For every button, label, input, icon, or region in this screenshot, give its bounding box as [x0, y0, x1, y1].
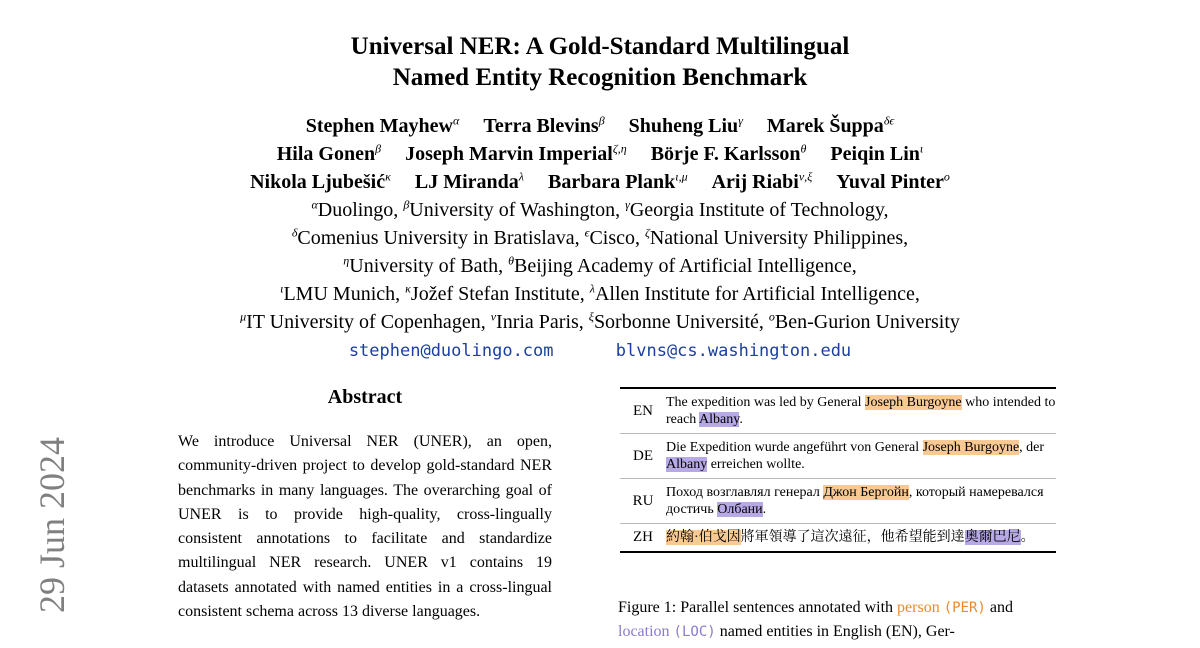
affiliation-marker: δ [291, 225, 298, 240]
affiliation-line-3 [0, 252, 1200, 280]
table-row [620, 479, 1056, 524]
affiliation-marker: α [311, 197, 318, 212]
language-code: EN [633, 402, 653, 419]
affiliation-line-1 [0, 196, 1200, 224]
affiliation-marker: δϵ [883, 113, 895, 128]
annotated-sentence [666, 388, 1056, 434]
location-entity: Albany [666, 457, 708, 472]
author-row-2 [0, 140, 1200, 168]
email-link-2[interactable]: blvns@cs.washington.edu [615, 341, 852, 361]
author-name: Yuval Pinter$^o$ [836, 169, 950, 193]
affiliation-name: Beijing Academy of Artificial Intelligence, [514, 255, 857, 277]
person-entity: Joseph Burgoyne [922, 440, 1020, 455]
affiliation-marker: β [375, 141, 382, 156]
affiliation-marker: θ [800, 141, 807, 156]
caption-prefix: Figure 1: Parallel sentences annotated with [618, 599, 898, 616]
email-link-1[interactable]: stephen@duolingo.com [348, 341, 554, 361]
author-name: Stephen Mayhew$^\alpha$ [305, 113, 460, 137]
affiliation-marker: κ [405, 281, 411, 296]
location-entity: Олбани [717, 502, 763, 517]
contact-emails [0, 339, 1200, 363]
affiliation-marker: ξ [588, 309, 594, 324]
author-name: Börje F. Karlsson$^\theta$ [650, 141, 807, 165]
sentence-text: Die Expedition wurde angeführt von General [666, 440, 923, 455]
caption-person-tag: (PER) [943, 600, 986, 616]
affiliation-marker: ν [490, 309, 497, 324]
author-name: Arij Riabi$^{\nu,\xi}$ [711, 169, 813, 193]
caption-location-word: location [618, 623, 670, 640]
affiliation-marker: γ [625, 197, 630, 212]
person-entity: Joseph Burgoyne [865, 395, 962, 410]
affiliation-name: Sorbonne Université, [593, 311, 769, 333]
author-name: LJ Miranda$^\lambda$ [414, 169, 524, 193]
sentence-text: erreichen wollte. [707, 457, 805, 472]
affiliation-marker: ζ,η [612, 141, 627, 156]
sentence-text: who intended to reach [666, 395, 1056, 427]
parallel-sentences-table [620, 387, 1056, 553]
affiliation-name: Ben-Gurion University [774, 311, 960, 333]
affiliation-marker: λ [518, 169, 524, 184]
abstract-body: We introduce Universal NER (UNER), an open, community-driven project to develop gold-standard NER benchmarks in many languages. The overarching goal of UNER is to provide high-quality, cross-lingually consistent annotations to facilitate and standardize multilingual NER research. UNER v1 contains 19 datasets annotated with named entities in a cross-lingual consistent schema across 13 diverse languages. [178, 433, 552, 621]
affiliation-marker: ζ [645, 225, 650, 240]
table-row [620, 434, 1056, 479]
affiliation-marker: ν,ξ [798, 169, 813, 184]
caption-suffix: named entities in English (EN), Ger- [715, 623, 955, 640]
language-code: RU [632, 492, 654, 509]
paper-title-line-2: Named Entity Recognition Benchmark [392, 64, 808, 91]
affiliation-name: Inria Paris, [496, 311, 589, 333]
affiliation-marker: ι,μ [675, 169, 688, 184]
affiliation-marker: β [598, 113, 605, 128]
language-code: DE [633, 447, 653, 464]
caption-mid: and [985, 599, 1013, 616]
affiliation-marker: ϵ [584, 225, 590, 240]
author-name: Peiqin Lin$^\iota$ [830, 141, 924, 165]
sentence-text: Поход возглавлял генерал [666, 485, 824, 500]
affiliation-name: IT University of Copenhagen, [246, 311, 491, 333]
affiliation-marker: o [768, 309, 775, 324]
affiliation-name: National University Philippines, [649, 227, 909, 249]
author-name: Terra Blevins$^\beta$ [483, 113, 605, 137]
person-entity: Джон Бергойн [823, 485, 909, 500]
affiliation-name: Comenius University in Bratislava, [297, 227, 585, 249]
affiliation-marker: η [343, 253, 350, 268]
author-row-1 [0, 112, 1200, 140]
caption-person-word: person [897, 599, 940, 616]
annotated-sentence [666, 479, 1056, 524]
author-row-3 [0, 168, 1200, 196]
affiliation-marker: λ [589, 281, 595, 296]
sentence-text: , der [1019, 440, 1045, 455]
caption-location-tag: (LOC) [673, 624, 716, 640]
abstract-heading: Abstract [327, 386, 403, 408]
location-entity: Albany [699, 412, 740, 427]
affiliation-marker: γ [738, 113, 743, 128]
affiliation-name: Allen Institute for Artificial Intelligence, [594, 283, 920, 305]
affiliation-name: Duolingo, [317, 199, 404, 221]
author-name: Marek Šuppa$^{\delta\epsilon}$ [766, 113, 895, 137]
sentence-text: The expedition was led by General [666, 395, 866, 410]
affiliation-marker: ι [919, 141, 924, 156]
sentence-text: . [739, 412, 743, 427]
author-name: Shuheng Liu$^\gamma$ [628, 113, 743, 137]
affiliation-name: LMU Munich, [283, 283, 406, 305]
location-entity: 奧爾巴尼 [964, 530, 1021, 545]
affiliation-name: University of Washington, [409, 199, 626, 221]
annotated-sentence [666, 524, 1056, 553]
date-stamp-text: 29 Jun 2024 [32, 436, 72, 614]
table-row [620, 388, 1056, 434]
affiliation-marker: ι [280, 281, 284, 296]
figure-caption [618, 596, 1062, 644]
affiliation-marker: κ [385, 169, 391, 184]
language-code: ZH [633, 529, 653, 545]
affiliation-name: Jožef Stefan Institute, [410, 283, 590, 305]
arxiv-date-stamp [28, 425, 76, 625]
sentence-text: . [762, 502, 767, 517]
author-name: Nikola Ljubešić$^\kappa$ [250, 169, 391, 193]
affiliation-line-5 [0, 308, 1200, 336]
paper-title-line-1: Universal NER: A Gold-Standard Multilingual [350, 33, 850, 60]
author-name: Hila Gonen$^\beta$ [276, 141, 382, 165]
affiliation-marker: θ [508, 253, 515, 268]
author-name: Joseph Marvin Imperial$^{\zeta,\eta}$ [405, 141, 627, 165]
sentence-text: 。 [1020, 530, 1035, 545]
annotated-sentence [666, 434, 1056, 479]
affiliation-name: Georgia Institute of Technology, [629, 199, 889, 221]
sentence-text: 將軍領導了這次遠征，他希望能到達 [740, 530, 965, 545]
affiliation-name: Cisco, [589, 227, 645, 249]
affiliation-marker: o [943, 169, 950, 184]
affiliation-marker: β [403, 197, 410, 212]
affiliation-line-2 [0, 224, 1200, 252]
author-name: Barbara Plank$^{\iota,\mu}$ [548, 169, 688, 193]
table-row [620, 524, 1056, 553]
affiliation-marker: μ [240, 309, 247, 324]
sentence-text: , который намеревался достичь [666, 485, 1044, 517]
affiliation-line-4 [0, 280, 1200, 308]
affiliation-name: University of Bath, [349, 255, 509, 277]
affiliation-marker: α [453, 113, 460, 128]
person-entity: 約翰·伯戈因 [666, 530, 741, 545]
